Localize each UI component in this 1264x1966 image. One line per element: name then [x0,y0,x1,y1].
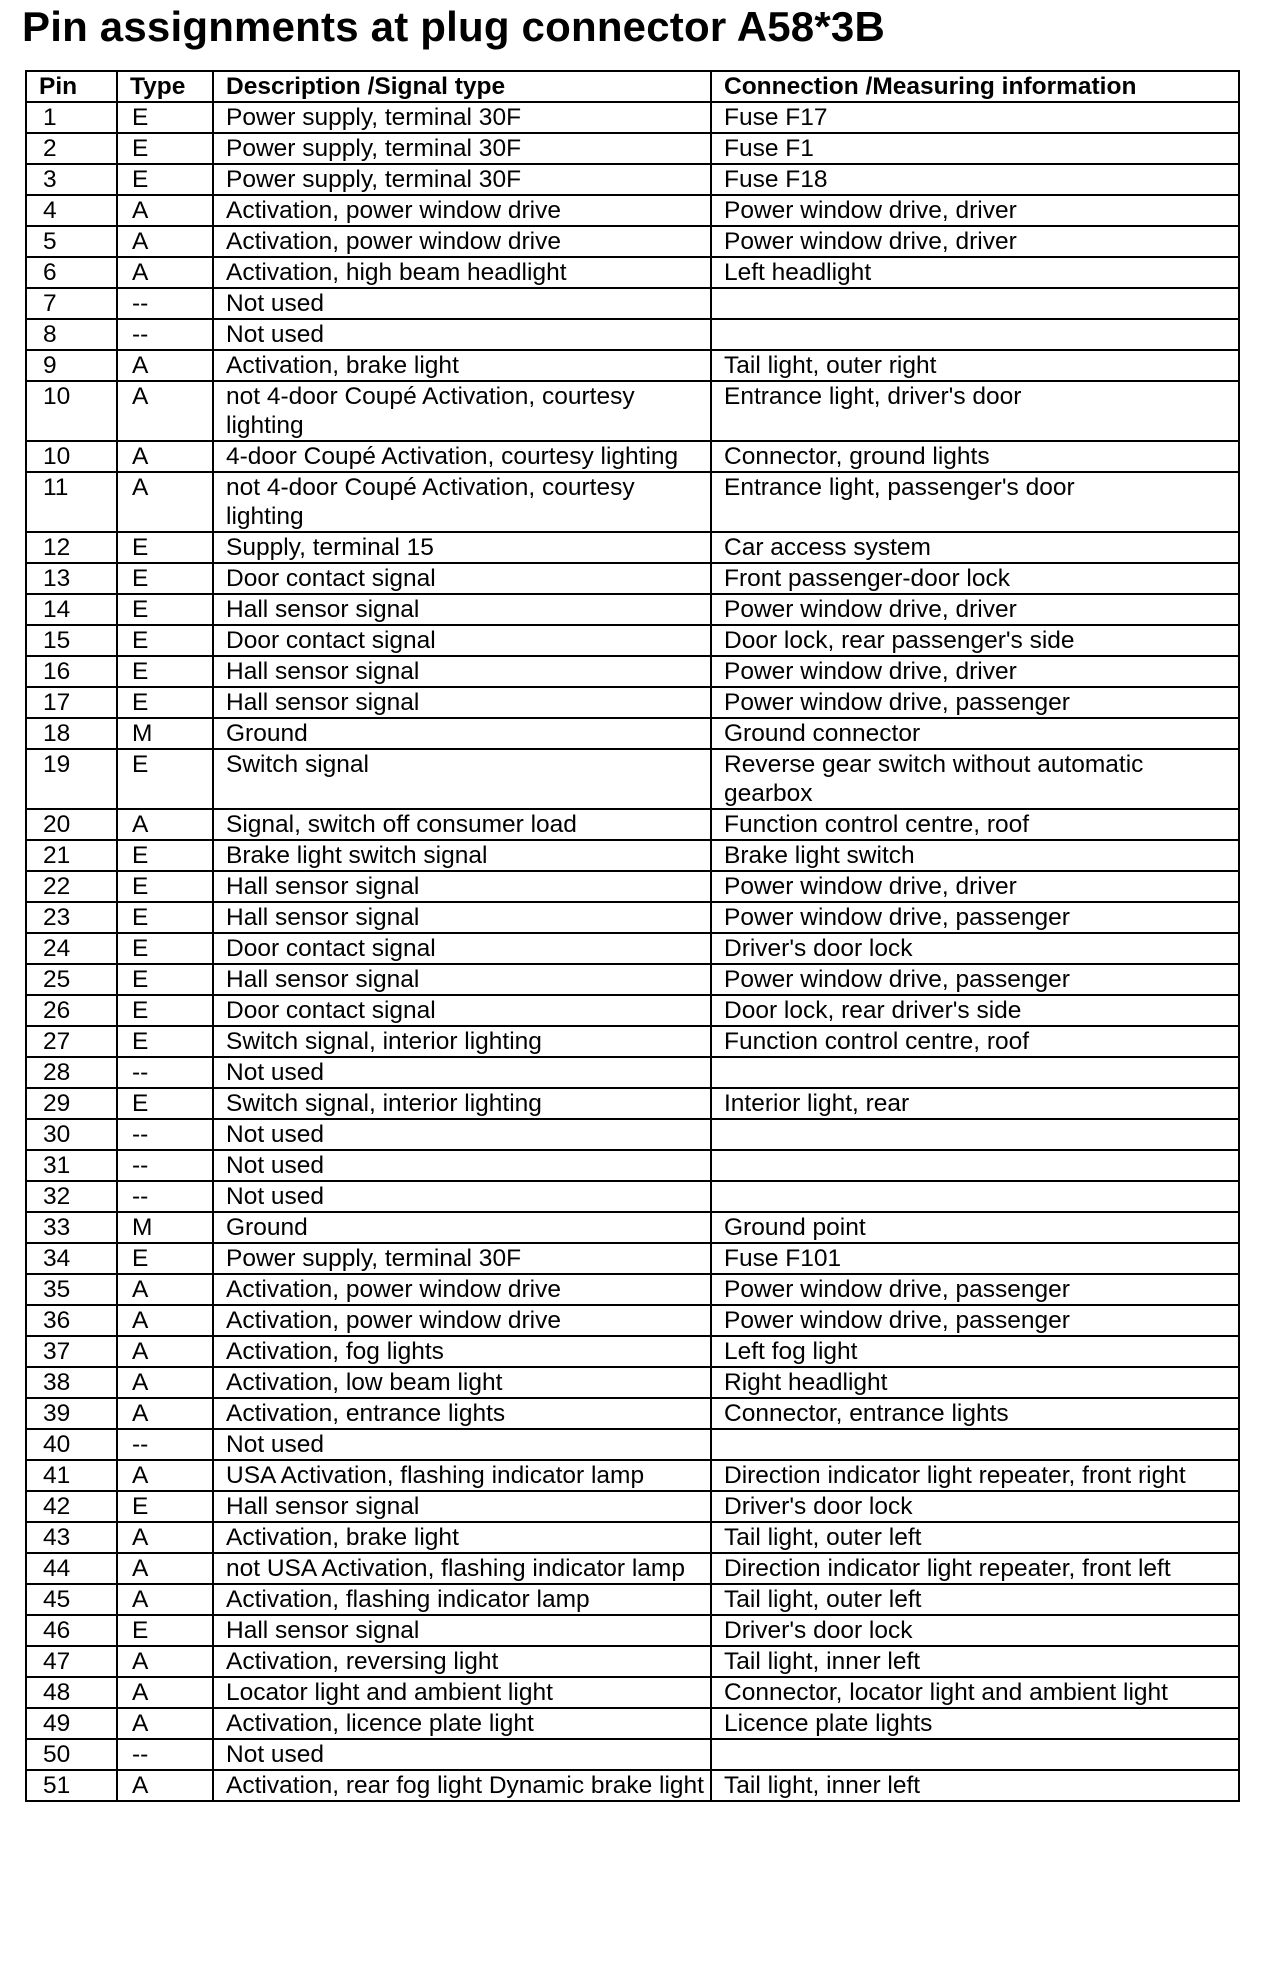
column-header-pin: Pin [26,71,117,102]
connection-cell: Tail light, outer left [711,1584,1239,1615]
connection-cell: Brake light switch [711,840,1239,871]
table-row [26,1429,1239,1460]
pin-cell: 41 [26,1460,117,1491]
type-cell: A [117,1305,213,1336]
description-cell: Activation, power window drive [213,226,711,257]
pin-cell: 4 [26,195,117,226]
pin-cell: 18 [26,718,117,749]
description-cell: Activation, reversing light [213,1646,711,1677]
type-cell: A [117,1646,213,1677]
description-cell: Locator light and ambient light [213,1677,711,1708]
table-row [26,226,1239,257]
type-cell: A [117,1460,213,1491]
table-row [26,1553,1239,1584]
connection-cell: Fuse F18 [711,164,1239,195]
description-cell: Door contact signal [213,995,711,1026]
pin-cell: 39 [26,1398,117,1429]
pin-cell: 38 [26,1367,117,1398]
connection-cell [711,1150,1239,1181]
type-cell: A [117,195,213,226]
pin-cell: 44 [26,1553,117,1584]
connection-cell: Reverse gear switch without automatic gearbox [711,749,1239,809]
description-cell: Activation, rear fog light Dynamic brake light [213,1770,711,1801]
connection-cell: Interior light, rear [711,1088,1239,1119]
table-row [26,656,1239,687]
pin-assignment-table [25,70,1240,1802]
type-cell: A [117,472,213,532]
type-cell: E [117,1491,213,1522]
description-cell: Activation, high beam headlight [213,257,711,288]
type-cell: A [117,1336,213,1367]
description-cell: Hall sensor signal [213,871,711,902]
pin-cell: 30 [26,1119,117,1150]
pin-cell: 20 [26,809,117,840]
description-cell: Signal, switch off consumer load [213,809,711,840]
pin-cell: 16 [26,656,117,687]
pin-cell: 34 [26,1243,117,1274]
table-row [26,1708,1239,1739]
table-row [26,1522,1239,1553]
connection-cell: Power window drive, driver [711,594,1239,625]
page-title: Pin assignments at plug connector A58*3B [22,3,885,50]
connection-cell: Driver's door lock [711,1615,1239,1646]
table-row [26,1615,1239,1646]
table-row [26,995,1239,1026]
description-cell: Brake light switch signal [213,840,711,871]
description-cell: Activation, low beam light [213,1367,711,1398]
type-cell: A [117,226,213,257]
table-row [26,102,1239,133]
connection-cell: Driver's door lock [711,933,1239,964]
pin-cell: 25 [26,964,117,995]
type-cell: E [117,995,213,1026]
connection-cell: Power window drive, passenger [711,1274,1239,1305]
table-header-row [26,71,1239,102]
table-row [26,1026,1239,1057]
pin-cell: 42 [26,1491,117,1522]
type-cell: E [117,687,213,718]
connection-cell: Power window drive, driver [711,656,1239,687]
table-row [26,1119,1239,1150]
table-row [26,1491,1239,1522]
pin-cell: 3 [26,164,117,195]
pin-cell: 46 [26,1615,117,1646]
pin-cell: 2 [26,133,117,164]
description-cell: Activation, entrance lights [213,1398,711,1429]
pin-cell: 7 [26,288,117,319]
table-body [26,102,1239,1801]
connection-cell: Connector, ground lights [711,441,1239,472]
connection-cell: Car access system [711,532,1239,563]
connection-cell: Connector, entrance lights [711,1398,1239,1429]
table-row [26,964,1239,995]
connection-cell: Function control centre, roof [711,809,1239,840]
pin-cell: 26 [26,995,117,1026]
connection-cell: Door lock, rear driver's side [711,995,1239,1026]
connection-cell [711,1119,1239,1150]
pin-cell: 28 [26,1057,117,1088]
type-cell: E [117,532,213,563]
type-cell: A [117,1522,213,1553]
pin-cell: 50 [26,1739,117,1770]
description-cell: Power supply, terminal 30F [213,133,711,164]
table-row [26,1367,1239,1398]
connection-cell: Licence plate lights [711,1708,1239,1739]
table-row [26,840,1239,871]
table-row [26,1057,1239,1088]
type-cell: M [117,1212,213,1243]
type-cell: A [117,441,213,472]
column-header-description: Description /Signal type [213,71,711,102]
table-row [26,594,1239,625]
description-cell: 4-door Coupé Activation, courtesy lighting [213,441,711,472]
connection-cell: Right headlight [711,1367,1239,1398]
type-cell: A [117,1770,213,1801]
table-row [26,257,1239,288]
table-row [26,319,1239,350]
table-row [26,472,1239,532]
description-cell: Hall sensor signal [213,594,711,625]
pin-cell: 19 [26,749,117,809]
type-cell: E [117,964,213,995]
type-cell: E [117,1026,213,1057]
table-row [26,288,1239,319]
description-cell: Not used [213,1739,711,1770]
description-cell: Switch signal [213,749,711,809]
description-cell: Not used [213,1057,711,1088]
table-row [26,381,1239,441]
table-row [26,1646,1239,1677]
description-cell: Door contact signal [213,933,711,964]
connection-cell: Fuse F1 [711,133,1239,164]
table-row [26,563,1239,594]
table-row [26,718,1239,749]
connection-cell: Tail light, inner left [711,1646,1239,1677]
description-cell: Activation, brake light [213,350,711,381]
type-cell: A [117,1584,213,1615]
pin-cell: 8 [26,319,117,350]
type-cell: -- [117,1150,213,1181]
pin-cell: 40 [26,1429,117,1460]
description-cell: Ground [213,718,711,749]
table-row [26,687,1239,718]
connection-cell [711,1057,1239,1088]
connection-cell: Power window drive, passenger [711,902,1239,933]
connection-cell: Front passenger-door lock [711,563,1239,594]
table-row [26,1181,1239,1212]
type-cell: E [117,1615,213,1646]
table-row [26,809,1239,840]
description-cell: Ground [213,1212,711,1243]
table-row [26,133,1239,164]
pin-cell: 29 [26,1088,117,1119]
pin-cell: 35 [26,1274,117,1305]
table-row [26,1243,1239,1274]
column-header-connection: Connection /Measuring information [711,71,1239,102]
pin-cell: 49 [26,1708,117,1739]
type-cell: -- [117,288,213,319]
pin-cell: 1 [26,102,117,133]
pin-cell: 10 [26,381,117,441]
type-cell: A [117,1553,213,1584]
table-row [26,1584,1239,1615]
pin-cell: 51 [26,1770,117,1801]
pin-cell: 5 [26,226,117,257]
description-cell: Activation, power window drive [213,1274,711,1305]
table-row [26,1305,1239,1336]
pin-cell: 10 [26,441,117,472]
type-cell: A [117,1274,213,1305]
description-cell: Switch signal, interior lighting [213,1088,711,1119]
pin-cell: 43 [26,1522,117,1553]
table-row [26,625,1239,656]
connection-cell: Entrance light, passenger's door [711,472,1239,532]
connection-cell: Power window drive, passenger [711,687,1239,718]
type-cell: A [117,1677,213,1708]
type-cell: E [117,933,213,964]
pin-cell: 22 [26,871,117,902]
pin-cell: 15 [26,625,117,656]
connection-cell: Ground connector [711,718,1239,749]
type-cell: -- [117,1057,213,1088]
type-cell: E [117,133,213,164]
type-cell: A [117,257,213,288]
table-row [26,1460,1239,1491]
connection-cell: Door lock, rear passenger's side [711,625,1239,656]
description-cell: Activation, flashing indicator lamp [213,1584,711,1615]
pin-cell: 13 [26,563,117,594]
pin-cell: 24 [26,933,117,964]
description-cell: Activation, licence plate light [213,1708,711,1739]
connection-cell: Power window drive, passenger [711,1305,1239,1336]
pin-cell: 17 [26,687,117,718]
connection-cell: Driver's door lock [711,1491,1239,1522]
connection-cell: Direction indicator light repeater, front right [711,1460,1239,1491]
description-cell: Switch signal, interior lighting [213,1026,711,1057]
type-cell: E [117,563,213,594]
table-row [26,1274,1239,1305]
connection-cell: Power window drive, driver [711,871,1239,902]
connection-cell: Tail light, outer left [711,1522,1239,1553]
pin-cell: 32 [26,1181,117,1212]
description-cell: Power supply, terminal 30F [213,102,711,133]
connection-cell: Tail light, inner left [711,1770,1239,1801]
description-cell: not 4-door Coupé Activation, courtesy lighting [213,381,711,441]
pin-cell: 6 [26,257,117,288]
connection-cell [711,1739,1239,1770]
table-row [26,532,1239,563]
pin-cell: 12 [26,532,117,563]
pin-cell: 45 [26,1584,117,1615]
type-cell: -- [117,1429,213,1460]
connection-cell: Entrance light, driver's door [711,381,1239,441]
type-cell: E [117,871,213,902]
description-cell: Hall sensor signal [213,656,711,687]
pin-cell: 21 [26,840,117,871]
table-row [26,1770,1239,1801]
type-cell: E [117,164,213,195]
pin-cell: 37 [26,1336,117,1367]
table-row [26,749,1239,809]
description-cell: Hall sensor signal [213,687,711,718]
pin-cell: 36 [26,1305,117,1336]
pin-cell: 33 [26,1212,117,1243]
description-cell: Supply, terminal 15 [213,532,711,563]
connection-cell: Power window drive, passenger [711,964,1239,995]
pin-cell: 14 [26,594,117,625]
type-cell: E [117,749,213,809]
connection-cell: Function control centre, roof [711,1026,1239,1057]
description-cell: Not used [213,1181,711,1212]
pin-cell: 11 [26,472,117,532]
description-cell: Activation, brake light [213,1522,711,1553]
connection-cell: Connector, locator light and ambient light [711,1677,1239,1708]
description-cell: Door contact signal [213,625,711,656]
table-row [26,1677,1239,1708]
table-row [26,902,1239,933]
description-cell: USA Activation, flashing indicator lamp [213,1460,711,1491]
description-cell: Activation, fog lights [213,1336,711,1367]
type-cell: -- [117,1119,213,1150]
type-cell: -- [117,1181,213,1212]
description-cell: Activation, power window drive [213,1305,711,1336]
table-row [26,195,1239,226]
table-row [26,164,1239,195]
connection-cell [711,1181,1239,1212]
type-cell: -- [117,319,213,350]
type-cell: E [117,102,213,133]
connection-cell: Tail light, outer right [711,350,1239,381]
type-cell: E [117,656,213,687]
pin-cell: 23 [26,902,117,933]
table-row [26,871,1239,902]
connection-cell: Direction indicator light repeater, front left [711,1553,1239,1584]
type-cell: -- [117,1739,213,1770]
pin-cell: 48 [26,1677,117,1708]
description-cell: Power supply, terminal 30F [213,1243,711,1274]
connection-cell: Ground point [711,1212,1239,1243]
pin-cell: 47 [26,1646,117,1677]
table-row [26,1150,1239,1181]
pin-cell: 9 [26,350,117,381]
table-row [26,1739,1239,1770]
connection-cell: Left headlight [711,257,1239,288]
description-cell: Not used [213,1119,711,1150]
description-cell: Not used [213,288,711,319]
connection-cell: Power window drive, driver [711,195,1239,226]
connection-cell: Fuse F17 [711,102,1239,133]
description-cell: Not used [213,319,711,350]
connection-cell: Left fog light [711,1336,1239,1367]
type-cell: E [117,840,213,871]
connection-cell: Power window drive, driver [711,226,1239,257]
description-cell: Hall sensor signal [213,1491,711,1522]
table-row [26,350,1239,381]
table-row [26,1088,1239,1119]
description-cell: Hall sensor signal [213,1615,711,1646]
connection-cell: Fuse F101 [711,1243,1239,1274]
description-cell: Power supply, terminal 30F [213,164,711,195]
type-cell: A [117,1367,213,1398]
column-header-type: Type [117,71,213,102]
type-cell: E [117,1088,213,1119]
description-cell: Door contact signal [213,563,711,594]
table-row [26,1398,1239,1429]
connection-cell [711,1429,1239,1460]
type-cell: A [117,809,213,840]
pin-cell: 27 [26,1026,117,1057]
type-cell: A [117,381,213,441]
description-cell: Not used [213,1429,711,1460]
type-cell: E [117,902,213,933]
description-cell: Hall sensor signal [213,964,711,995]
description-cell: Activation, power window drive [213,195,711,226]
description-cell: not USA Activation, flashing indicator lamp [213,1553,711,1584]
type-cell: E [117,625,213,656]
table-row [26,1336,1239,1367]
table-row [26,933,1239,964]
table-row [26,441,1239,472]
type-cell: A [117,1708,213,1739]
table-row [26,1212,1239,1243]
type-cell: E [117,1243,213,1274]
description-cell: Hall sensor signal [213,902,711,933]
type-cell: M [117,718,213,749]
pin-cell: 31 [26,1150,117,1181]
description-cell: not 4-door Coupé Activation, courtesy lighting [213,472,711,532]
connection-cell [711,319,1239,350]
type-cell: E [117,594,213,625]
type-cell: A [117,350,213,381]
connection-cell [711,288,1239,319]
type-cell: A [117,1398,213,1429]
description-cell: Not used [213,1150,711,1181]
